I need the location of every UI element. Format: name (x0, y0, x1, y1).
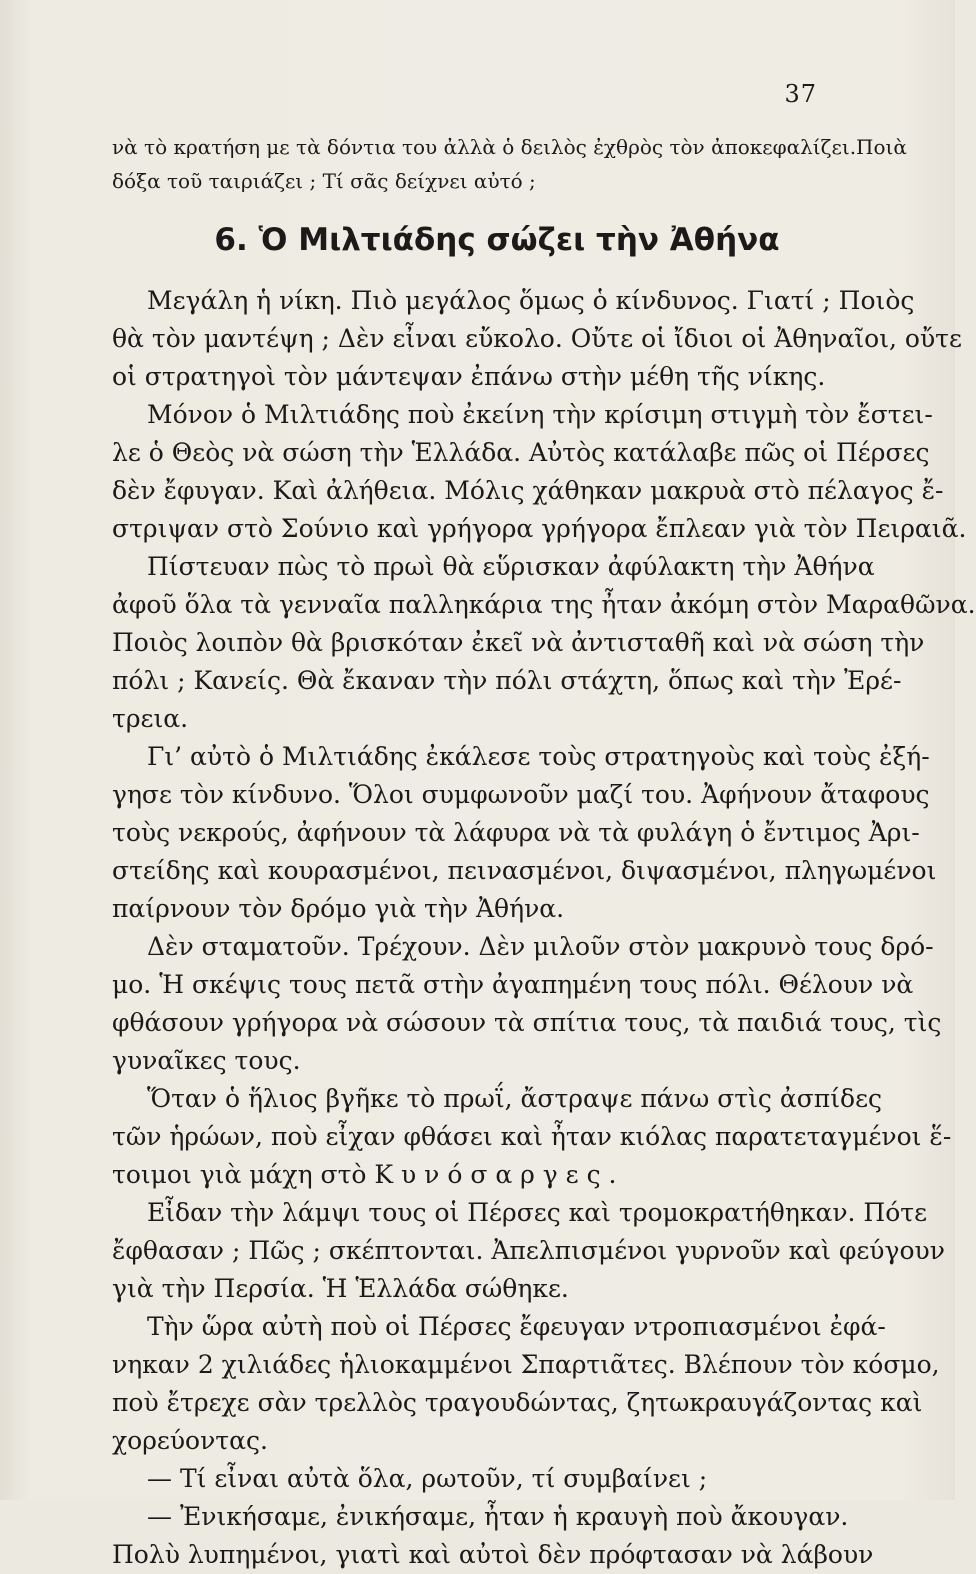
dialogue-line: — Τί εἶναι αὐτὰ ὅλα, ρωτοῦν, τί συμβαίνει ; (147, 1464, 708, 1493)
text-line: μο. Ἡ σκέψις τους πετᾶ στὴν ἀγαπημένη τους πόλι. Θέλουν νὰ (112, 970, 914, 999)
text-line: Μόνον ὁ Μιλτιάδης ποὺ ἐκείνη τὴν κρίσιμη στιγμὴ τὸν ἔστει- (147, 400, 933, 429)
text-line: τοὺς νεκρούς, ἀφήνουν τὰ λάφυρα νὰ τὰ φυλάγη ὁ ἔντιμος Ἀρι- (112, 818, 920, 847)
text-line: τοιμοι γιὰ μάχη στὸ Κ υ ν ό σ α ρ γ ε ς . (112, 1160, 617, 1189)
text-line: Πίστευαν πὼς τὸ πρωὶ θὰ εὕρισκαν ἀφύλακτη τὴν Ἀθήνα (147, 552, 875, 581)
text-line: γησε τὸν κίνδυνο. Ὅλοι συμφωνοῦν μαζί του. Ἀφήνουν ἄταφους (112, 780, 930, 809)
page-text (112, 130, 976, 1574)
text-line: γιὰ τὴν Περσία. Ἡ Ἑλλάδα σώθηκε. (112, 1274, 569, 1303)
section-heading: 6. Ὁ Μιλτιάδης σώζει τὴν Ἀθήνα (214, 222, 780, 258)
text-line: Δὲν σταματοῦν. Τρέχουν. Δὲν μιλοῦν στὸν μακρυνὸ τους δρό- (147, 932, 934, 961)
page-number: 37 (784, 80, 817, 108)
text-line: οἱ στρατηγοὶ τὸν μάντεψαν ἐπάνω στὴν μέθη τῆς νίκης. (112, 362, 826, 391)
text-line: τῶν ἡρώων, ποὺ εἶχαν φθάσει καὶ ἦταν κιόλας παρατεταγμένοι ἕ- (112, 1122, 952, 1151)
text-line: λε ὁ Θεὸς νὰ σώση τὴν Ἑλλάδα. Αὐτὸς κατάλαβε πῶς οἱ Πέρσες (112, 438, 930, 467)
text-line: δὲν ἔφυγαν. Καὶ ἀλήθεια. Μόλις χάθηκαν μακρυὰ στὸ πέλαγος ἔ- (112, 476, 944, 505)
text-line: ἀφοῦ ὅλα τὰ γενναῖα παλληκάρια της ἦταν ἀκόμη στὸν Μαραθῶνα. (112, 590, 976, 619)
dialogue-line: — Ἐνικήσαμε, ἐνικήσαμε, ἦταν ἡ κραυγὴ ποὺ ἄκουγαν. (147, 1502, 849, 1531)
intro-line: νὰ τὸ κρατήση με τὰ δόντια του ἀλλὰ ὁ δειλὸς ἐχθρὸς τὸν ἀποκεφαλίζει.Ποιὰ (112, 135, 907, 159)
text-line: Πολὺ λυπημένοι, γιατὶ καὶ αὐτοὶ δὲν πρόφτασαν νὰ λάβουν (112, 1540, 874, 1569)
text-line: παίρνουν τὸν δρόμο γιὰ τὴν Ἀθήνα. (112, 894, 565, 923)
text-line: Εἶδαν τὴν λάμψι τους οἱ Πέρσες καὶ τρομοκρατήθηκαν. Πότε (147, 1198, 928, 1227)
text-line: Τὴν ὥρα αὐτὴ ποὺ οἱ Πέρσες ἔφευγαν ντροπιασμένοι ἐφά- (147, 1312, 886, 1341)
text-line: φθάσουν γρήγορα νὰ σώσουν τὰ σπίτια τους, τὰ παιδιά τους, τὶς (112, 1008, 942, 1037)
text-line: γυναῖκες τους. (112, 1046, 301, 1075)
text-line: Ποιὸς λοιπὸν θὰ βρισκόταν ἐκεῖ νὰ ἀντισταθῆ καὶ νὰ σώση τὴν (112, 628, 925, 657)
intro-line: δόξα τοῦ ταιριάζει ; Τί σᾶς δείχνει αὐτό ; (112, 169, 536, 193)
text-line: Γι’ αὐτὸ ὁ Μιλτιάδης ἐκάλεσε τοὺς στρατηγοὺς καὶ τοὺς ἐξή- (147, 742, 930, 771)
text-line: στείδης καὶ κουρασμένοι, πεινασμένοι, διψασμένοι, πληγωμένοι (112, 856, 937, 885)
text-line: τρεια. (112, 704, 189, 733)
text-line: πόλι ; Κανείς. Θὰ ἔκαναν τὴν πόλι στάχτη, ὅπως καὶ τὴν Ἐρέ- (112, 666, 902, 695)
text-line: νηκαν 2 χιλιάδες ἡλιοκαμμένοι Σπαρτιᾶτες. Βλέπουν τὸν κόσμο, (112, 1350, 940, 1379)
text-line: θὰ τὸν μαντέψη ; Δὲν εἶναι εὔκολο. Οὔτε οἱ ἴδιοι οἱ Ἀθηναῖοι, οὔτε (112, 324, 962, 353)
text-line: ἔφθασαν ; Πῶς ; σκέπτονται. Ἀπελπισμένοι γυρνοῦν καὶ φεύγουν (112, 1236, 945, 1265)
text-line: Ὅταν ὁ ἥλιος βγῆκε τὸ πρωΐ, ἄστραψε πάνω στὶς ἀσπίδες (147, 1084, 883, 1113)
text-line: ποὺ ἔτρεχε σὰν τρελλὸς τραγουδώντας, ζητωκραυγάζοντας καὶ (112, 1388, 923, 1417)
text-line: Μεγάλη ἡ νίκη. Πιὸ μεγάλος ὅμως ὁ κίνδυνος. Γιατί ; Ποιὸς (147, 286, 915, 315)
text-line: χορεύοντας. (112, 1426, 268, 1455)
text-line: στριψαν στὸ Σούνιο καὶ γρήγορα γρήγορα ἔπλεαν γιὰ τὸν Πειραιᾶ. (112, 514, 967, 543)
